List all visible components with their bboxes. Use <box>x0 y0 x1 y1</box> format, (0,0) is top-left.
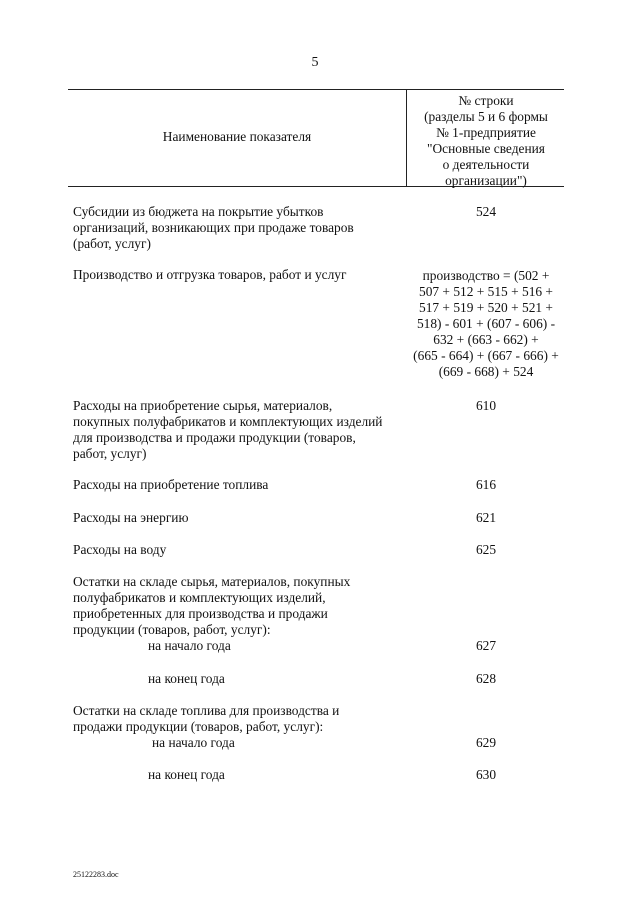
column-header-line-number <box>406 93 566 189</box>
label-line: Остатки на складе сырья, материалов, покупных <box>73 574 351 589</box>
row-code-energy: 621 <box>475 510 497 525</box>
row-code-stock-materials-end: 628 <box>475 671 497 686</box>
formula-line: 518) - 601 + (607 - 606) - <box>416 316 556 331</box>
label-line: полуфабрикатов и комплектующих изделий, <box>73 590 326 605</box>
row-code-materials: 610 <box>475 398 497 413</box>
header-line: (разделы 5 и 6 формы <box>424 109 548 124</box>
formula-line: 632 + (663 - 662) + <box>433 332 539 347</box>
label-line: приобретенных для производства и продажи <box>73 606 328 621</box>
row-label-energy: Расходы на энергию <box>73 510 189 525</box>
formula-line: 517 + 519 + 520 + 521 + <box>419 300 553 315</box>
document-filename: 25122283.doc <box>73 870 119 879</box>
label-line: Производство и отгрузка товаров, работ и услуг <box>73 267 347 282</box>
label-line: Субсидии из бюджета на покрытие убытков <box>73 204 324 219</box>
sublabel-stock-fuel-end: на конец года <box>148 767 225 782</box>
row-code-stock-fuel-start: 629 <box>475 735 497 750</box>
header-line: № 1-предприятие <box>436 125 536 140</box>
row-code-stock-materials-start: 627 <box>475 638 497 653</box>
formula-line: (669 - 668) + 524 <box>438 364 534 379</box>
label-line: покупных полуфабрикатов и комплектующих изделий <box>73 414 383 429</box>
column-header-name: Наименование показателя <box>162 129 312 144</box>
label-line: Расходы на приобретение сырья, материалов, <box>73 398 333 413</box>
sublabel-stock-materials-end: на конец года <box>148 671 225 686</box>
label-line: Остатки на складе топлива для производства и <box>73 703 340 718</box>
header-line: организации") <box>445 173 527 188</box>
sublabel-stock-materials-start: на начало года <box>148 638 231 653</box>
page-number: 5 <box>311 55 319 70</box>
formula-line: производство = (502 + <box>422 268 550 283</box>
label-line: для производства и продажи продукции (товаров, <box>73 430 356 445</box>
label-line: (работ, услуг) <box>73 236 151 251</box>
label-line: продажи продукции (товаров, работ, услуг): <box>73 719 324 734</box>
formula-line: 507 + 512 + 515 + 516 + <box>419 284 553 299</box>
row-code-water: 625 <box>475 542 497 557</box>
row-label-stock-materials <box>73 574 403 638</box>
row-code-fuel: 616 <box>475 477 497 492</box>
row-code-stock-fuel-end: 630 <box>475 767 497 782</box>
row-label-water: Расходы на воду <box>73 542 167 557</box>
row-label-stock-fuel <box>73 703 403 735</box>
row-label-fuel: Расходы на приобретение топлива <box>73 477 269 492</box>
row-label-production <box>73 267 403 283</box>
row-code-subsidies: 524 <box>475 204 497 219</box>
label-line: работ, услуг) <box>73 446 147 461</box>
header-top-rule <box>68 89 564 90</box>
row-label-materials <box>73 398 403 462</box>
row-label-subsidies <box>73 204 403 252</box>
row-code-production-formula <box>406 268 566 380</box>
label-line: продукции (товаров, работ, услуг): <box>73 622 271 637</box>
formula-line: (665 - 664) + (667 - 666) + <box>413 348 559 363</box>
sublabel-stock-fuel-start: на начало года <box>152 735 235 750</box>
header-line: "Основные сведения <box>427 141 545 156</box>
header-line: № строки <box>458 93 514 108</box>
label-line: организаций, возникающих при продаже товаров <box>73 220 354 235</box>
header-line: о деятельности <box>442 157 530 172</box>
